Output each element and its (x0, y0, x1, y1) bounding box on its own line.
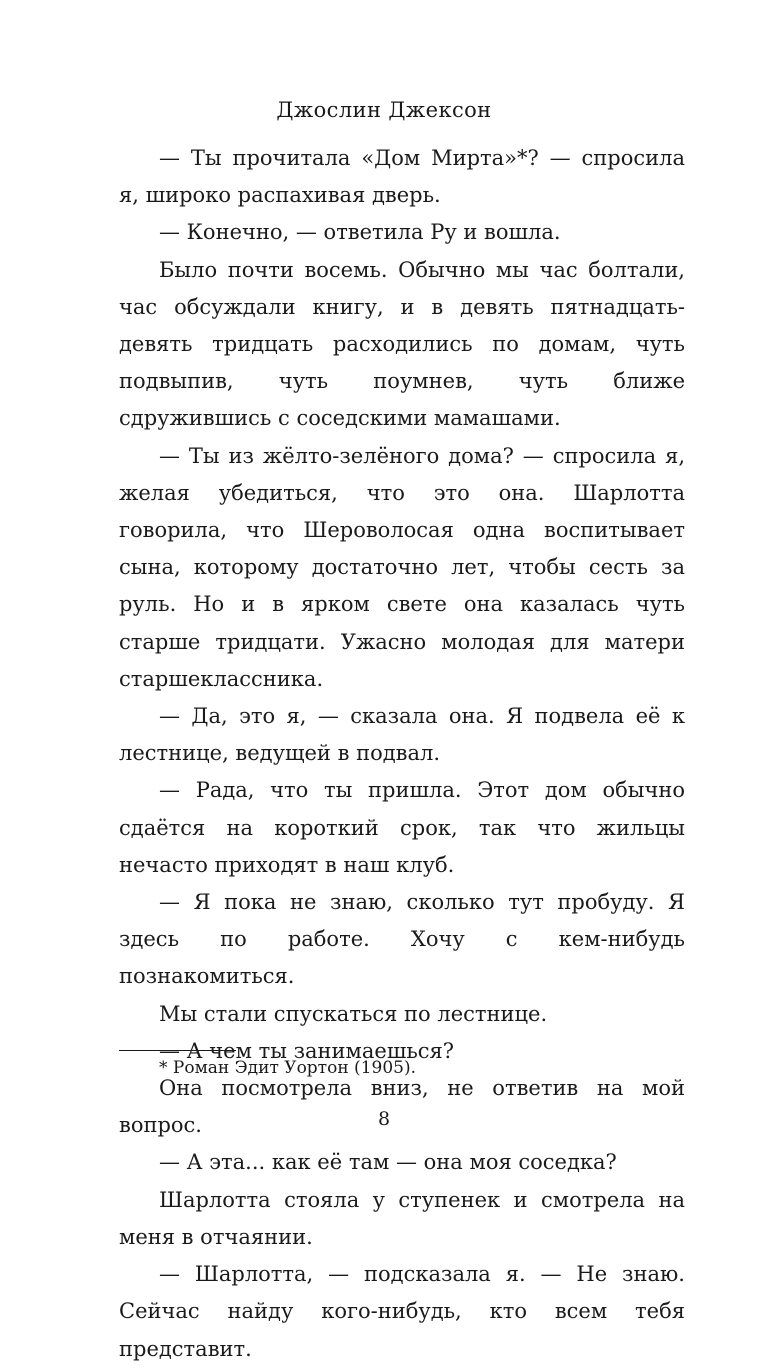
paragraph: — Ты из жёлто-зелёного дома? — спросила я, желая убедиться, что это она. Шарлотта говорила, что Шероволосая одна воспитывает сына, которому достаточно лет, чтобы сесть за руль. Но и в ярком свете она казалась чуть старше тридцати. Ужасно молодая для матери старшеклассника. (119, 443, 685, 691)
paragraph: — Рада, что ты пришла. Этот дом обычно сдаётся на короткий срок, так что жильцы нечасто приходят в наш клуб. (119, 778, 685, 877)
paragraph: — Ты прочитала «Дом Мирта»*? — спросила я, широко распахивая дверь. (119, 146, 685, 208)
paragraph: — Конечно, — ответила Ру и вошла. (159, 220, 561, 245)
paragraph: Было почти восемь. Обычно мы час болтали, час обсуждали книгу, и в девять пятнадцать-девять тридцать расходились по домам, чуть подвыпив, чуть поумнев, чуть ближе сдружившись с соседскими мамашами. (119, 257, 685, 431)
paragraph: — А чем ты занимаешься? (159, 1038, 455, 1063)
running-header-author: Джослин Джексон (276, 98, 492, 122)
footnote-divider (119, 1050, 236, 1051)
page-number: 8 (377, 1108, 391, 1130)
paragraph: Шарлотта стояла у ступенек и смотрела на меня в отчаянии. (119, 1187, 685, 1249)
paragraph: — Шарлотта, — подсказала я. — Не знаю. Сейчас найду кого-нибудь, кто всем тебя представит. (119, 1262, 685, 1361)
paragraph: Она посмотрела вниз, не ответив на мой вопрос. (119, 1076, 685, 1138)
paragraph: — Я пока не знаю, сколько тут пробуду. Я здесь по работе. Хочу с кем-нибудь познакомиться. (119, 890, 685, 989)
paragraph: — Да, это я, — сказала она. Я подвела её к лестнице, ведущей в подвал. (119, 704, 685, 766)
body-text (119, 140, 685, 1368)
paragraph: Мы стали спускаться по лестнице. (159, 1001, 548, 1026)
paragraph: — А эта... как её там — она моя соседка? (159, 1150, 617, 1175)
footnote: * Роман Эдит Уортон (1905). (159, 1058, 416, 1078)
